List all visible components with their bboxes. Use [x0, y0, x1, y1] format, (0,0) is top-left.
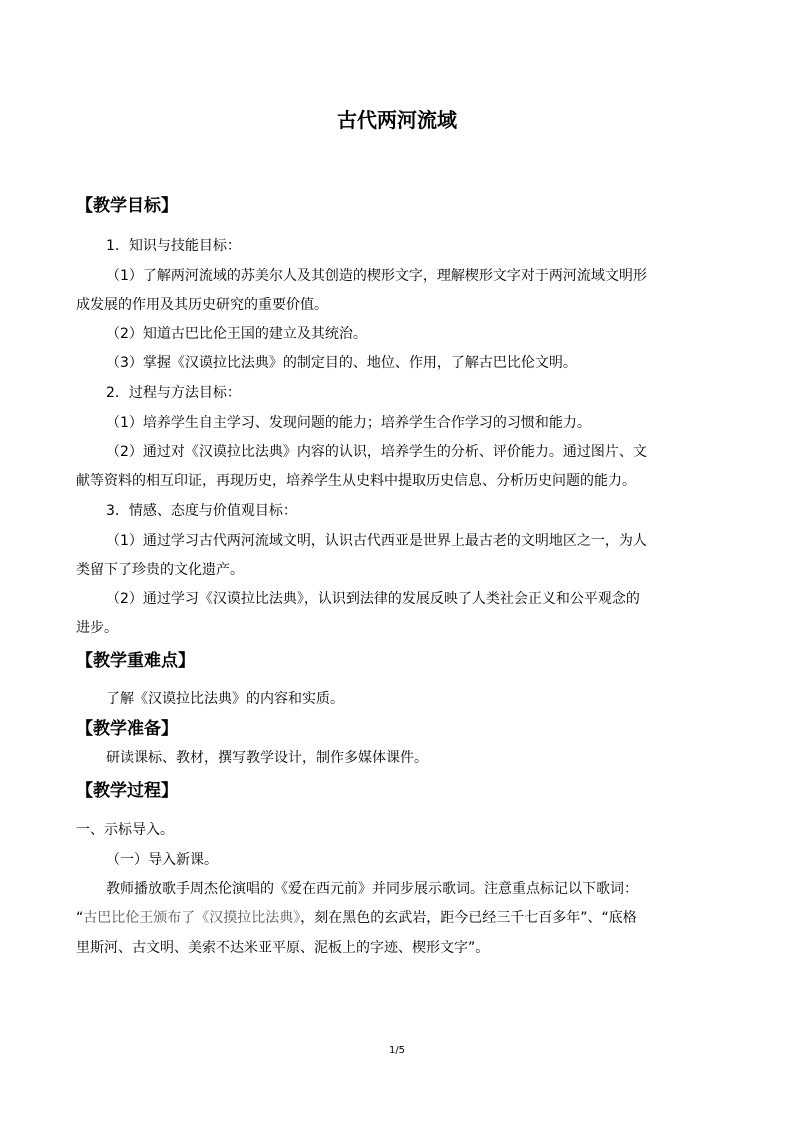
section-heading-objectives: 【教学目标】 — [76, 196, 178, 216]
process-paragraph-line: 里斯河、古文明、美索不达米亚平原、泥板上的字迹、楔形文字”。 — [76, 940, 490, 956]
lyric-highlight: 古巴比伦王颁布了《汉摸拉比法典》 — [83, 910, 301, 926]
section-heading-key-points: 【教学重难点】 — [76, 651, 195, 671]
objective-line: 进步。 — [76, 620, 118, 636]
objective-line: （2）知道古巴比伦王国的建立及其统治。 — [106, 326, 367, 342]
objective-line: （1）培养学生自主学习、发现问题的能力；培养学生合作学习的习惯和能力。 — [106, 415, 591, 431]
process-paragraph-line — [76, 908, 637, 928]
objective-line: 类留下了珍贵的文化遗产。 — [76, 562, 244, 578]
process-subsection-title: （一）导入新课。 — [106, 852, 218, 868]
process-step-title: 一、示标导入。 — [76, 822, 174, 838]
document-title: 古代两河流域 — [337, 108, 457, 132]
quote-open: “ — [76, 910, 84, 926]
process-paragraph-line: 教师播放歌手周杰伦演唱的《爱在西元前》并同步展示歌词。注意重点标记以下歌词： — [106, 881, 638, 897]
objective-line: 成发展的作用及其历史研究的重要价值。 — [76, 297, 328, 313]
objective-line: （1）通过学习古代两河流域文明，认识古代西亚是世界上最古老的文明地区之一，为人 — [106, 533, 647, 549]
section-heading-process: 【教学过程】 — [76, 781, 178, 801]
objective-line: （1）了解两河流域的苏美尔人及其创造的楔形文字，理解楔形文字对于两河流域文明形 — [106, 268, 647, 284]
objective-line: （3）掌握《汉谟拉比法典》的制定目的、地位、作用，了解古巴比伦文明。 — [106, 355, 577, 371]
objective-line: （2）通过学习《汉谟拉比法典》，认识到法律的发展反映了人类社会正义和公平观念的 — [106, 591, 640, 607]
preparation-text: 研读课标、教材，撰写教学设计，制作多媒体课件。 — [106, 750, 428, 766]
objective-line: 献等资料的相互印证，再现历史，培养学生从史料中提取历史信息、分析历史问题的能力。 — [76, 473, 636, 489]
section-heading-preparation: 【教学准备】 — [76, 719, 178, 739]
objective-line: 3．情感、态度与价值观目标： — [106, 503, 297, 519]
objective-line: （2）通过对《汉谟拉比法典》内容的认识，培养学生的分析、评价能力。通过图片、文 — [106, 444, 647, 460]
objective-line: 1．知识与技能目标： — [106, 238, 241, 254]
objective-line: 2．过程与方法目标： — [106, 385, 241, 401]
lyric-rest: ，刻在黑色的玄武岩，距今已经三千七百多年”、“底格 — [300, 910, 637, 926]
page-number: 1/5 — [388, 1045, 406, 1056]
key-points-text: 了解《汉谟拉比法典》的内容和实质。 — [106, 691, 344, 707]
